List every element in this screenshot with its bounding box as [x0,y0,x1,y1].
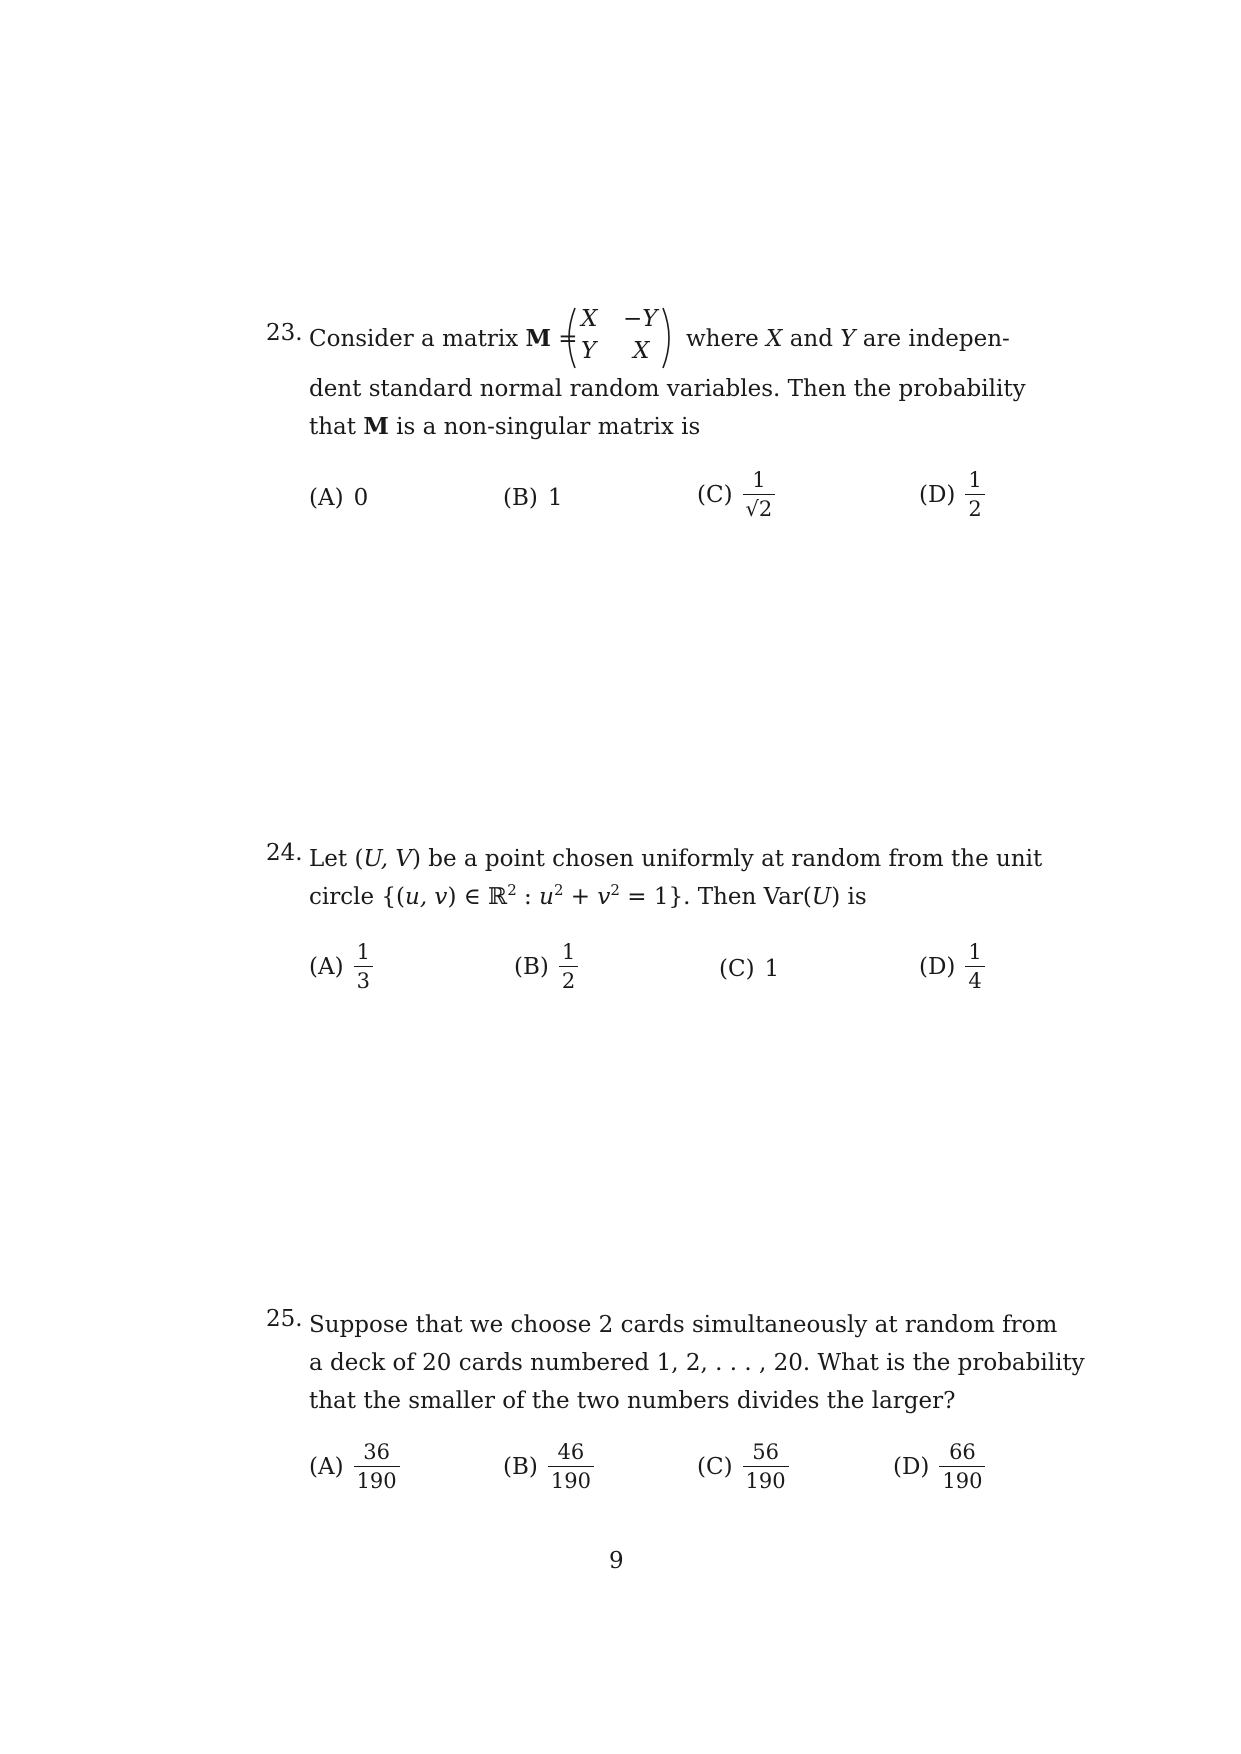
q23-var-x: X [766,326,783,352]
option-fraction [743,470,776,520]
q24-option-c[interactable] [719,955,779,982]
q24-plus: + [563,884,598,910]
q23-indepen: are indepen- [862,326,1010,352]
q24-option-d[interactable] [919,942,985,992]
fraction-denominator: 3 [356,969,370,993]
option-fraction [559,942,578,992]
question-24-stem-line-2 [309,878,867,916]
option-label: (A) [309,485,344,511]
fraction-numerator: 1 [354,942,373,967]
q25-option-d[interactable] [893,1442,985,1492]
option-label: (C) [697,482,733,508]
option-label: (D) [919,954,956,980]
fraction-denominator: 2 [561,969,576,993]
option-label: (B) [503,1454,538,1480]
q23-that: that [309,414,357,440]
fraction-denominator: 2 [968,497,982,521]
option-fraction [354,942,373,992]
fraction-denominator: 190 [356,1469,397,1493]
matrix-a12: −Y [623,306,658,332]
q23-text: Consider a matrix [309,326,519,352]
q23-matrix [563,306,675,370]
q23-where: where [686,326,759,352]
question-25-stem-line-2: a deck of 20 cards numbered 1, 2, . . . , 20. What is the probability [309,1350,1085,1376]
fraction-numerator: 36 [354,1442,400,1467]
q23-equals: = [558,326,578,352]
q23-option-b[interactable] [503,484,563,511]
q23-option-d[interactable] [919,470,985,520]
fraction-numerator: 1 [559,942,578,967]
q24-option-a[interactable] [309,942,373,992]
option-fraction [965,470,984,520]
q24-u: u [539,884,554,910]
matrix-parentheses [563,306,675,370]
option-label: (A) [309,1454,344,1480]
q24-v: v [597,884,611,910]
q24-U: U [811,884,832,910]
q24-sup: 2 [553,881,564,899]
q24-uv: U, V [363,846,412,872]
q23-option-a[interactable] [309,484,368,511]
option-value: 1 [764,956,780,982]
fraction-denominator: 190 [550,1469,591,1493]
option-label: (C) [697,1454,733,1480]
fraction-denominator: √2 [745,497,773,521]
option-label: (D) [919,482,956,508]
matrix-a22: X [633,338,650,364]
question-24-stem-line-1 [309,840,1042,878]
option-label: (A) [309,954,344,980]
fraction-denominator: 190 [942,1469,983,1493]
question-25-number: 25. [266,1306,303,1332]
fraction-numerator: 56 [743,1442,789,1467]
question-23-number: 23. [266,320,303,346]
q24-sup: 2 [507,881,517,899]
question-23-stem-line-3 [309,408,700,446]
q23-and: and [789,326,833,352]
option-fraction [354,1442,400,1492]
q23-matrix-symbol: M [525,325,551,352]
option-label: (D) [893,1454,930,1480]
fraction-numerator: 66 [939,1442,985,1467]
question-25-stem-line-3: that the smaller of the two numbers divides the larger? [309,1388,956,1414]
question-25-stem-line-1: Suppose that we choose 2 cards simultaneously at random from [309,1312,1058,1338]
question-23-stem-line-1 [309,320,578,358]
q23-nonsingular: is a non-singular matrix is [396,414,701,440]
option-fraction [743,1442,789,1492]
q24-option-b[interactable] [514,942,578,992]
q23-stem-line-1-tail [686,320,1010,358]
page-number: 9 [609,1548,624,1574]
q24-then-var: = 1}. Then Var( [619,884,812,910]
fraction-numerator: 1 [965,942,984,967]
q23-var-y: Y [840,326,856,352]
matrix-a21: Y [581,338,597,364]
fraction-numerator: 1 [743,470,776,495]
option-value: 1 [547,485,563,511]
q24-lower-uv: u, v [405,884,448,910]
q24-let: Let ( [309,846,364,872]
q23-matrix-symbol-2: M [363,413,389,440]
fraction-numerator: 46 [548,1442,594,1467]
option-fraction [548,1442,594,1492]
q25-option-b[interactable] [503,1442,594,1492]
q24-circle: circle {( [309,884,405,910]
option-fraction [939,1442,985,1492]
q25-option-a[interactable] [309,1442,400,1492]
fraction-numerator: 1 [965,470,984,495]
question-23-stem-line-2: dent standard normal random variables. Then the probability [309,376,1026,402]
fraction-denominator: 4 [968,969,982,993]
q24-colon: : [516,884,540,910]
q25-option-c[interactable] [697,1442,789,1492]
question-24-number: 24. [266,840,303,866]
option-label: (B) [503,485,538,511]
option-fraction [965,942,984,992]
q24-sup: 2 [610,881,620,899]
option-label: (C) [719,956,755,982]
q24-in-r: ) ∈ ℝ [447,884,508,910]
option-value: 0 [353,485,369,511]
q24-rest: ) be a point chosen uniformly at random from the unit [411,846,1043,872]
q24-is: ) is [831,884,867,910]
fraction-denominator: 190 [745,1469,786,1493]
q23-option-c[interactable] [697,470,775,520]
matrix-a11: X [581,306,598,332]
option-label: (B) [514,954,549,980]
